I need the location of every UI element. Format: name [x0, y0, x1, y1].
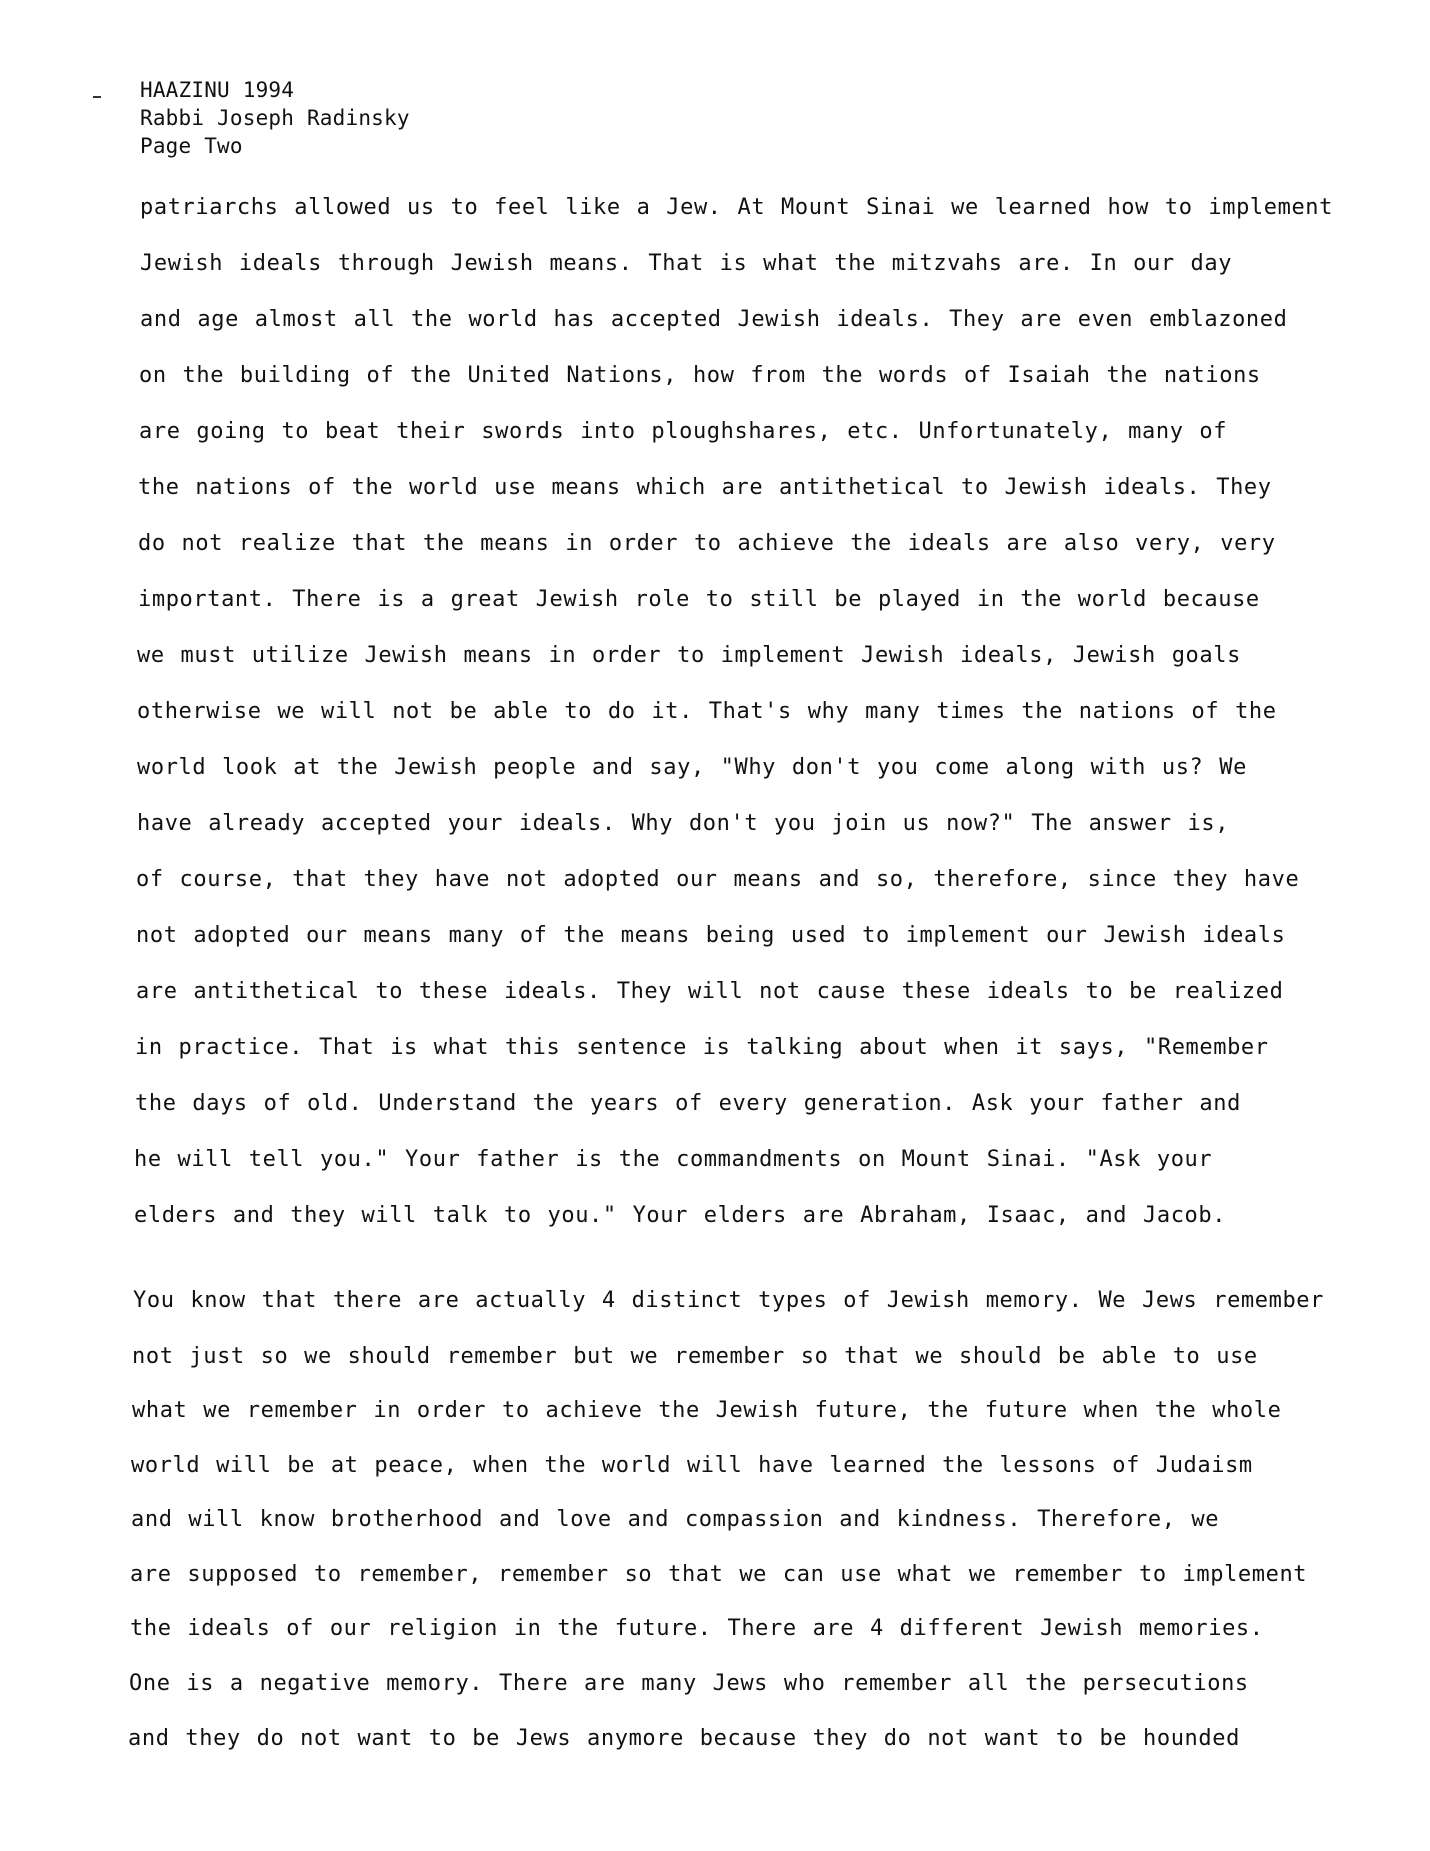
text-line: the nations of the world use means which are antithetical to Jewish ideals. They [138, 475, 1272, 500]
text-line: have already accepted your ideals. Why don't you join us now?" The answer is, [137, 811, 1230, 836]
text-line: not just so we should remember but we remember so that we should be able to use [132, 1344, 1258, 1369]
text-line: are antithetical to these ideals. They will not cause these ideals to be realized [136, 979, 1284, 1004]
page-header [140, 76, 410, 160]
text-line: otherwise we will not be able to do it. That's why many times the nations of the [137, 699, 1277, 724]
text-line: patriarchs allowed us to feel like a Jew. At Mount Sinai we learned how to implement [140, 195, 1333, 220]
text-line: the days of old. Understand the years of every generation. Ask your father and [135, 1091, 1241, 1116]
text-line: not adopted our means many of the means being used to implement our Jewish ideals [136, 923, 1286, 948]
header-page-label: Page Two [140, 134, 243, 158]
text-line: You know that there are actually 4 distinct types of Jewish memory. We Jews remember [133, 1288, 1324, 1313]
text-line: One is a negative memory. There are many Jews who remember all the persecutions [129, 1671, 1249, 1696]
text-line: on the building of the United Nations, how from the words of Isaiah the nations [139, 363, 1261, 388]
text-line: the ideals of our religion in the future. There are 4 different Jewish memories. [130, 1616, 1264, 1641]
text-line: what we remember in order to achieve the Jewish future, the future when the whole [132, 1398, 1282, 1423]
text-line: and will know brotherhood and love and compassion and kindness. Therefore, we [131, 1507, 1220, 1532]
text-line: and age almost all the world has accepted Jewish ideals. They are even emblazoned [140, 307, 1288, 332]
text-line: important. There is a great Jewish role to still be played in the world because [138, 587, 1260, 612]
text-line: do not realize that the means in order to achieve the ideals are also very, very [138, 531, 1276, 556]
text-line: Jewish ideals through Jewish means. That is what the mitzvahs are. In our day [140, 251, 1233, 276]
text-line: world look at the Jewish people and say, "Why don't you come along with us? We [137, 755, 1247, 780]
text-line: are going to beat their swords into ploughshares, etc. Unfortunately, many of [139, 419, 1228, 444]
text-line: and they do not want to be Jews anymore because they do not want to be hounded [128, 1726, 1240, 1751]
margin-dash-mark [93, 96, 101, 98]
header-author: Rabbi Joseph Radinsky [140, 106, 410, 130]
header-title: HAAZINU 1994 [140, 78, 295, 102]
text-line: world will be at peace, when the world will have learned the lessons of Judaism [131, 1453, 1253, 1478]
text-line: elders and they will talk to you." Your elders are Abraham, Isaac, and Jacob. [134, 1203, 1227, 1228]
text-line: he will tell you." Your father is the commandments on Mount Sinai. "Ask your [134, 1147, 1213, 1172]
text-line: in practice. That is what this sentence is talking about when it says, "Remember [135, 1035, 1269, 1060]
text-line: are supposed to remember, remember so that we can use what we remember to implement [130, 1562, 1308, 1587]
text-line: we must utilize Jewish means in order to implement Jewish ideals, Jewish goals [137, 643, 1241, 668]
text-line: of course, that they have not adopted our means and so, therefore, since they have [136, 867, 1300, 892]
